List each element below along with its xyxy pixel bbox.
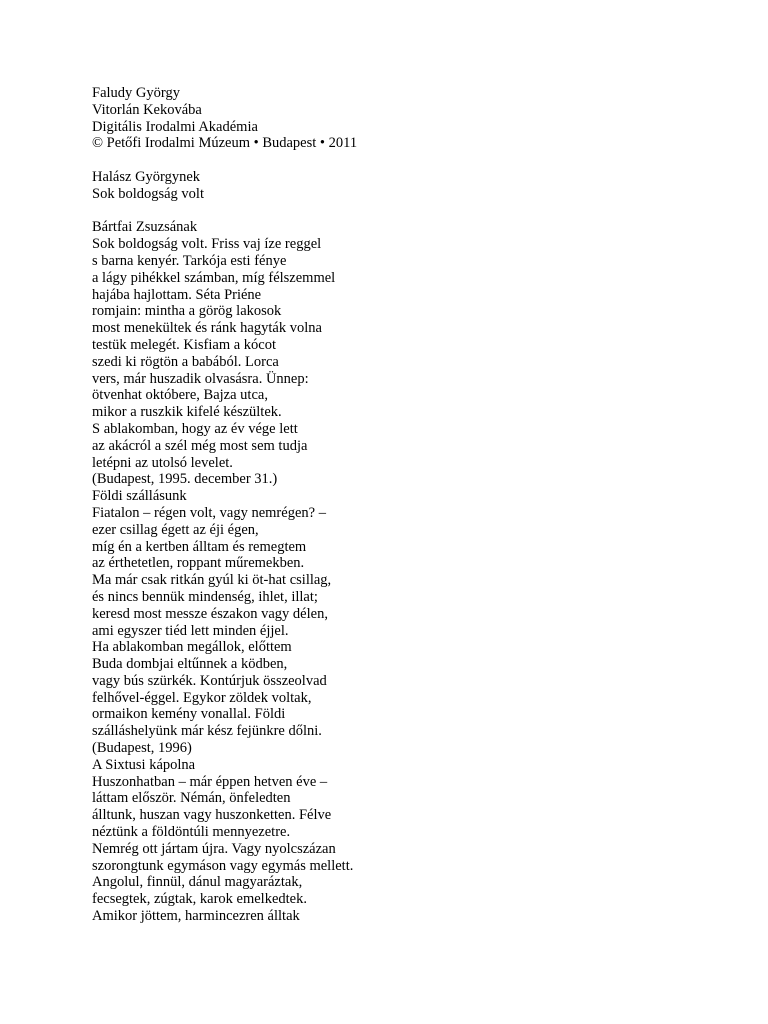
poem-line: az akácról a szél még most sem tudja [92, 437, 308, 454]
copyright-line: © Petőfi Irodalmi Múzeum • Budapest • 2011 [92, 135, 358, 152]
poem-line: s barna kenyér. Tarkója esti fénye [92, 252, 287, 269]
poem-line: szedi ki rögtön a babából. Lorca [92, 353, 279, 370]
poem-line: ötvenhat októbere, Bajza utca, [92, 387, 268, 404]
poem-line: ormaikon kemény vonallal. Földi [92, 706, 286, 723]
book-title: Vitorlán Kekovába [92, 101, 202, 118]
poem-line: romjain: mintha a görög lakosok [92, 303, 282, 320]
poem-line: Ma már csak ritkán gyúl ki öt-hat csillag, [92, 572, 332, 589]
author-name: Faludy György [92, 85, 180, 101]
poem-heading: Földi szállásunk [92, 488, 187, 505]
poem-line: a lágy pihékkel számban, míg félszemmel [92, 269, 336, 286]
poem-line: vagy bús szürkék. Kontúrjuk összeolvad [92, 672, 327, 689]
poem-line: álltunk, huszan vagy huszonketten. Félve [92, 807, 332, 824]
poem-line: Huszonhatban – már éppen hetven éve – [92, 773, 328, 790]
poem-line: Nemrég ott jártam újra. Vagy nyolcszázan [92, 840, 336, 857]
poem-line: és nincs bennük mindenség, ihlet, illat; [92, 588, 318, 605]
text-column [92, 85, 692, 925]
poem-line: Sok boldogság volt. Friss vaj íze reggel [92, 236, 322, 253]
poem-line: Ha ablakomban megállok, előttem [92, 639, 292, 656]
poem-line: Angolul, finnül, dánul magyaráztak, [92, 874, 303, 891]
poem-line: hajába hajlottam. Séta Priéne [92, 286, 262, 303]
poem-line: mikor a ruszkik kifelé készültek. [92, 404, 282, 421]
poem-place-date: (Budapest, 1996) [92, 740, 192, 757]
spacer [92, 203, 692, 220]
collection-title: Sok boldogság volt [92, 185, 204, 202]
poem-line: ami egyszer tiéd lett minden éjjel. [92, 622, 289, 639]
poem-heading: Bártfai Zsuzsának [92, 219, 198, 236]
poem-line: láttam először. Némán, önfeledten [92, 790, 291, 807]
poem-line: testük melegét. Kisfiam a kócot [92, 336, 277, 353]
poem-line: keresd most messze északon vagy délen, [92, 605, 328, 622]
poem-line: Amikor jöttem, harmincezren álltak [92, 908, 300, 925]
poem-place-date: (Budapest, 1995. december 31.) [92, 471, 278, 488]
poem-line: most menekültek és ránk hagyták volna [92, 320, 322, 337]
poem-line: szálláshelyünk már kész fejünkre dőlni. [92, 723, 322, 740]
publisher-series: Digitális Irodalmi Akadémia [92, 118, 258, 135]
poem-line: Buda dombjai eltűnnek a ködben, [92, 656, 288, 673]
poem-line: szorongtunk egymáson vagy egymás mellett. [92, 857, 354, 874]
poem-line: felhővel-éggel. Egykor zöldek voltak, [92, 689, 312, 706]
poem-line: míg én a kertben álltam és remegtem [92, 538, 307, 555]
dedication-line: Halász Györgynek [92, 168, 201, 185]
spacer [92, 152, 692, 169]
poem-line: letépni az utolsó levelet. [92, 454, 233, 471]
poem-2 [92, 488, 692, 757]
poem-heading: A Sixtusi kápolna [92, 756, 196, 773]
poem-line: néztünk a földöntúli mennyezetre. [92, 824, 291, 841]
poem-line: ezer csillag égett az éji égen, [92, 521, 259, 538]
poem-1 [92, 219, 692, 488]
poem-line: Fiatalon – régen volt, vagy nemrégen? – [92, 504, 326, 521]
poem-3 [92, 757, 692, 925]
poem-line: az érthetetlen, roppant műremekben. [92, 555, 305, 572]
poem-line: vers, már huszadik olvasásra. Ünnep: [92, 370, 309, 387]
poem-line: fecsegtek, zúgtak, karok emelkedtek. [92, 891, 307, 908]
poem-line: S ablakomban, hogy az év vége lett [92, 420, 298, 437]
